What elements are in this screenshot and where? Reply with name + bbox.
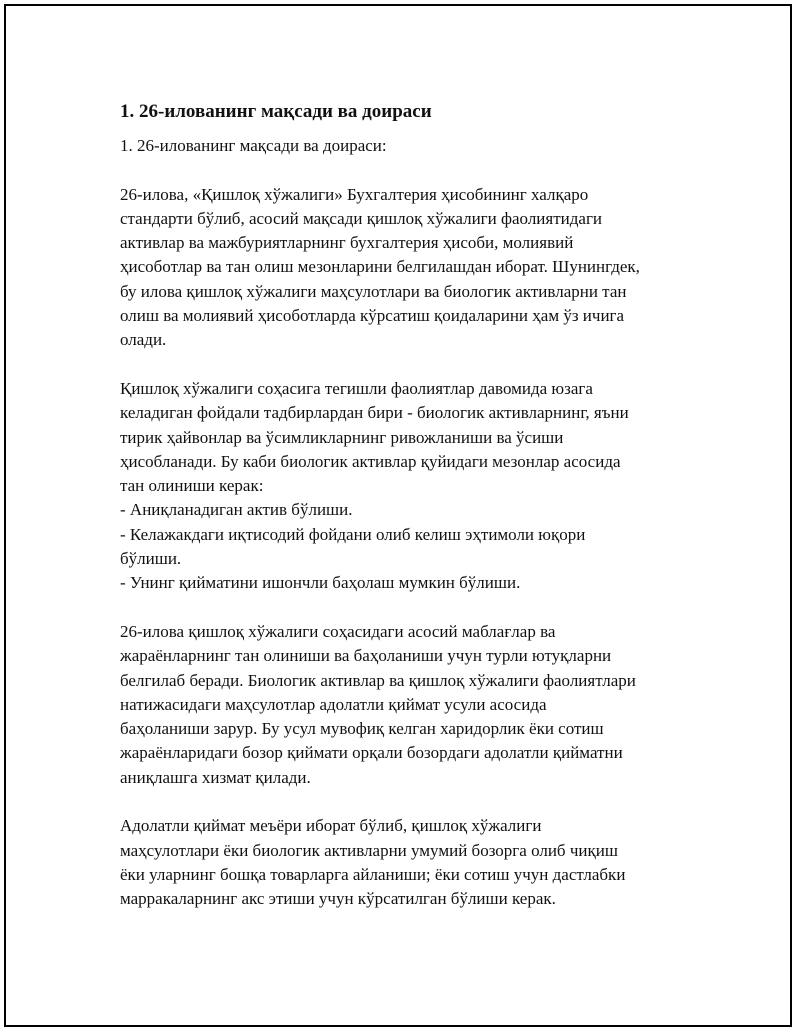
paragraph-recognition-criteria: Қишлоқ хўжалиги соҳасига тегишли фаолиятлар давомида юзага келадиган фойдали тадбирлардан бири - биологик активларнинг, яъни тирик ҳайвонлар ва ўсимликларнинг ривожланиши ва ўсиши ҳисобланади. Бу каби биологик активлар қуйидаги мезонлар асосида тан олиниши керак: - Аниқланадиган актив бўлиши. - Келажакдаги иқтисодий фойдани олиб келиш эҳтимоли юқори бўлиши. - Унинг қийматини ишончли баҳолаш мумкин бўлиши. [120,378,629,593]
paragraph-purpose: 26-илова, «Қишлоқ хўжалиги» Бухгалтерия ҳисобининг халқаро стандарти бўлиб, асосий мақсади қишлоқ хўжалиги фаолиятидаги активлар ва мажбуриятларнинг бухгалтерия ҳисоби, молиявий ҳисоботлар ва тан олиш мезонларини белгилашдан иборат. Шунингдек, бу илова қишлоқ хўжалиги маҳсулотлари ва биологик активларни тан олиш ва молиявий ҳисоботларда кўрсатиш қоидаларини ҳам ўз ичига олади. [120,184,640,350]
paragraph-fair-value: 26-илова қишлоқ хўжалиги соҳасидаги асосий маблағлар ва жараёнларнинг тан олиниши ва баҳоланиши учун турли ютуқларни белгилаб беради. Биологик активлар ва қишлоқ хўжалиги фаолиятлари натижасидаги маҳсулотлар адолатли қиймат усули асосида баҳоланиши зарур. Бу усул мувофиқ келган харидорлик ёки сотиш жараёнларидаги бозор қиймати орқали бозордаги адолатли қийматни аниқлашга хизмат қилади. [120,621,636,787]
paragraph-intro: 1. 26-илованинг мақсади ва доираси: [120,136,387,155]
paragraph-fair-value-measure: Адолатли қиймат меъёри иборат бўлиб, қишлоқ хўжалиги маҳсулотлари ёки биологик активларни умумий бозорга олиб чиқиш ёки уларнинг бошқа товарларга айланиши; ёки сотиш учун дастлабки марракаларнинг акс этиши учун кўрсатилган бўлиши керак. [120,816,626,909]
document-body [120,98,700,936]
section-heading: 1. 26-илованинг мақсади ва доираси [120,101,432,122]
document-page [4,4,792,1027]
